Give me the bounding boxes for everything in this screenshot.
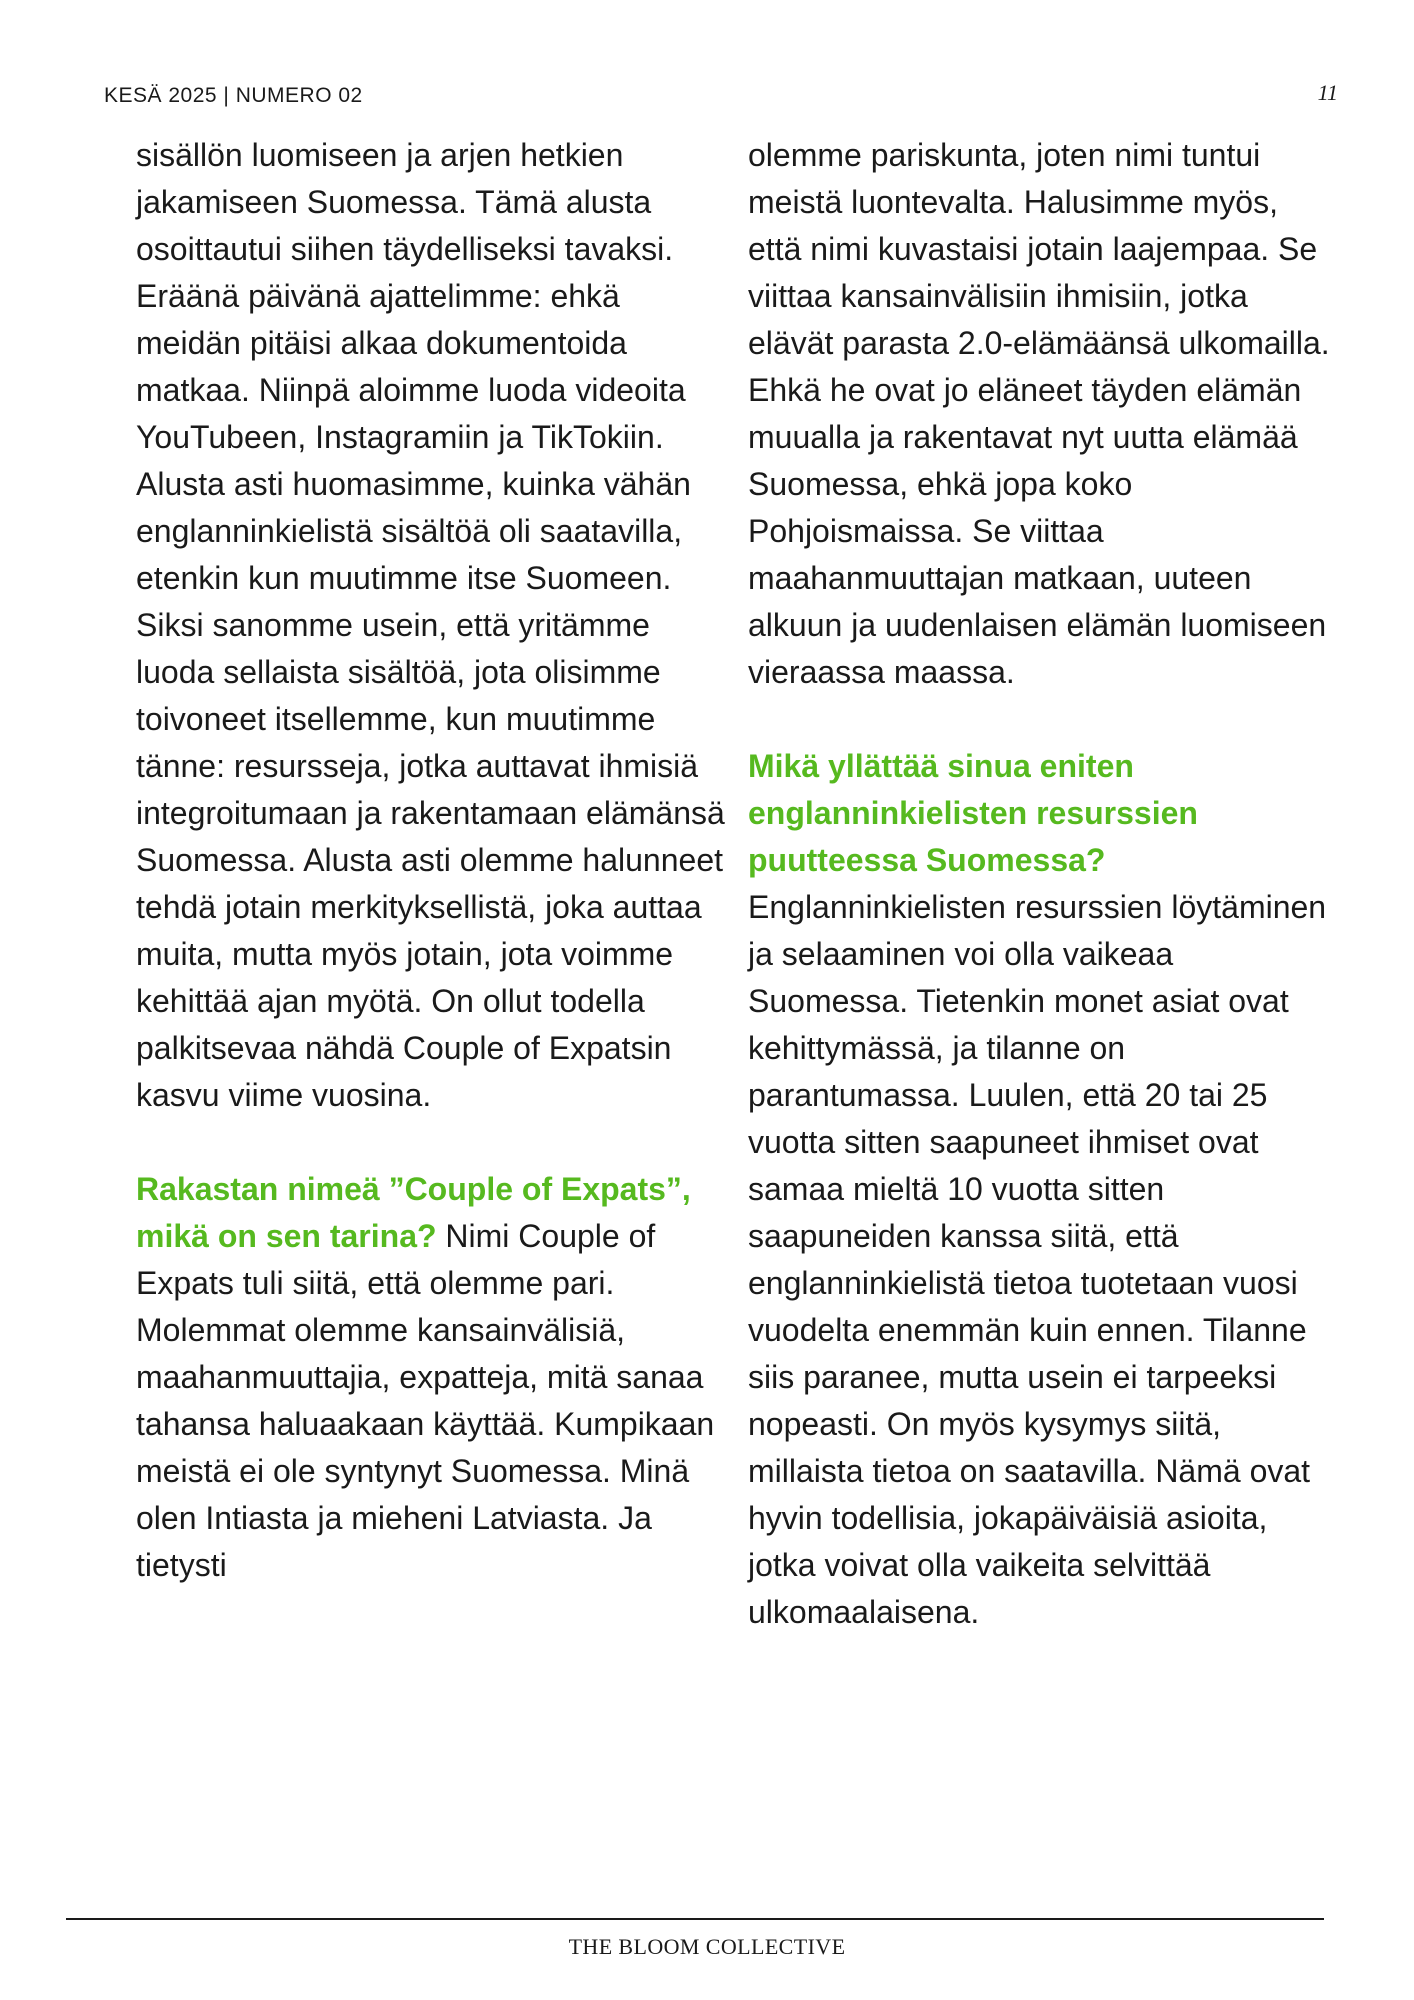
interview-question-2: Mikä yllättää sinua eniten englanninkielisten resurssien puutteessa Suomessa?: [748, 748, 1198, 878]
page-number: 11: [1317, 80, 1338, 105]
paragraph-spacer: [136, 1119, 726, 1166]
publication-name: THE BLOOM COLLECTIVE: [568, 1934, 846, 1959]
right-column: [748, 132, 1338, 1636]
interview-answer-2: Englanninkielisten resurssien löytäminen ja selaaminen voi olla vaikeaa Suomessa. Tietenkin monet asiat ovat kehittymässä, ja tilanne on parantumassa. Luulen, että 20 tai 25 vuotta sitten saapuneet ihmiset ovat samaa mieltä 10 vuotta sitten saapuneiden kanssa siitä, että englanninkielistä tietoa tuotetaan vuosi vuodelta enemmän kuin ennen. Tilanne siis paranee, mutta usein ei tarpeeksi nopeasti. On myös kysymys siitä, millaista tietoa on saatavilla. Nämä ovat hyvin todellisia, jokapäiväisiä asioita, jotka voivat olla vaikeita selvittää ulkomaalaisena.: [748, 889, 1327, 1630]
left-paragraph-2: [136, 1166, 726, 1589]
footer-divider: [66, 1918, 1324, 1920]
interview-answer-1: Nimi Couple of Expats tuli siitä, että olemme pari. Molemmat olemme kansainvälisiä, maahanmuuttajia, expatteja, mitä sanaa tahansa haluaakaan käyttää. Kumpikaan meistä ei ole syntynyt Suomessa. Minä olen Intiasta ja mieheni Latviasta. Ja tietysti: [136, 1218, 715, 1583]
right-paragraph-1: olemme pariskunta, joten nimi tuntui meistä luontevalta. Halusimme myös, että nimi kuvastaisi jotain laajempaa. Se viittaa kansainvälisiin ihmisiin, jotka elävät parasta 2.0-elämäänsä ulkomailla. Ehkä he ovat jo eläneet täyden elämän muualla ja rakentavat nyt uutta elämää Suomessa, ehkä jopa koko Pohjoismaissa. Se viittaa maahanmuuttajan matkaan, uuteen alkuun ja uudenlaisen elämän luomiseen vieraassa maassa.: [748, 137, 1330, 690]
left-column: [136, 132, 726, 1589]
issue-label: KESÄ 2025 | NUMERO 02: [104, 84, 363, 107]
left-paragraph-1: sisällön luomiseen ja arjen hetkien jakamiseen Suomessa. Tämä alusta osoittautui siihen täydelliseksi tavaksi. Eräänä päivänä ajattelimme: ehkä meidän pitäisi alkaa dokumentoida matkaa. Niinpä aloimme luoda videoita YouTubeen, Instagramiin ja TikTokiin. Alusta asti huomasimme, kuinka vähän englanninkielistä sisältöä oli saatavilla, etenkin kun muutimme itse Suomeen. Siksi sanomme usein, että yritämme luoda sellaista sisältöä, jota olisimme toivoneet itsellemme, kun muutimme tänne: resursseja, jotka auttavat ihmisiä integroitumaan ja rakentamaan elämänsä Suomessa. Alusta asti olemme halunneet tehdä jotain merkityksellistä, joka auttaa muita, mutta myös jotain, jota voimme kehittää ajan myötä. On ollut todella palkitsevaa nähdä Couple of Expatsin kasvu viime vuosina.: [136, 137, 725, 1113]
interview-question-1: Rakastan nimeä ”Couple of Expats”, mikä on sen tarina?: [136, 1171, 691, 1254]
paragraph-spacer: [748, 696, 1338, 743]
right-paragraph-2: [748, 743, 1338, 1636]
